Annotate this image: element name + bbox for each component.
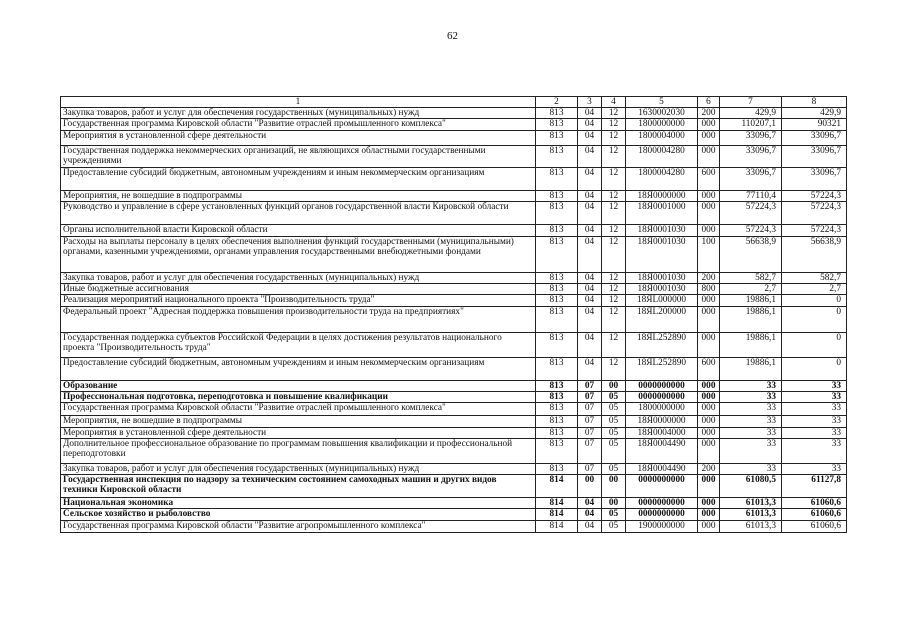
table-row <box>61 428 847 439</box>
budget-table <box>60 96 847 533</box>
cell-admin-code: 813 <box>536 284 578 295</box>
cell-description: Сельское хозяйство и рыболовство <box>61 509 536 521</box>
cell-amount-year-1: 19886,1 <box>720 307 782 333</box>
cell-amount-year-1: 19886,1 <box>720 333 782 358</box>
cell-amount-year-1: 33 <box>720 439 782 464</box>
table-row <box>61 168 847 191</box>
cell-section: 04 <box>578 333 602 358</box>
cell-expense-type: 000 <box>698 428 720 439</box>
cell-amount-year-1: 33 <box>720 392 782 403</box>
cell-amount-year-2: 61060,6 <box>782 509 847 521</box>
cell-amount-year-2: 61060,6 <box>782 498 847 509</box>
cell-target-code: 18Я0001030 <box>626 237 698 273</box>
cell-admin-code: 813 <box>536 168 578 191</box>
cell-amount-year-2: 0 <box>782 333 847 358</box>
cell-admin-code: 813 <box>536 428 578 439</box>
cell-amount-year-1: 61013,3 <box>720 498 782 509</box>
cell-subsection: 05 <box>602 403 626 416</box>
table-header-row <box>61 97 847 108</box>
cell-expense-type: 000 <box>698 202 720 225</box>
cell-description: Государственная поддержка некоммерческих организаций, не являющихся областными государственными учреждениями <box>61 146 536 168</box>
cell-section: 04 <box>578 307 602 333</box>
table-row <box>61 237 847 273</box>
cell-admin-code: 813 <box>536 416 578 428</box>
header-cell-section: 3 <box>578 97 602 108</box>
cell-expense-type: 600 <box>698 168 720 191</box>
cell-amount-year-2: 582,7 <box>782 273 847 284</box>
cell-section: 04 <box>578 131 602 146</box>
cell-section: 04 <box>578 284 602 295</box>
cell-subsection: 12 <box>602 191 626 202</box>
cell-amount-year-2: 33 <box>782 428 847 439</box>
cell-amount-year-2: 33 <box>782 464 847 475</box>
cell-expense-type: 000 <box>698 381 720 392</box>
cell-section: 04 <box>578 498 602 509</box>
cell-description: Государственная программа Кировской области "Развитие отраслей промышленного комплекса" <box>61 119 536 131</box>
cell-description: Национальная экономика <box>61 498 536 509</box>
cell-amount-year-1: 33 <box>720 381 782 392</box>
cell-description: Государственная поддержка субъектов Российской Федерации в целях достижения результатов национального проекта "Производительность труда" <box>61 333 536 358</box>
cell-section: 07 <box>578 392 602 403</box>
cell-amount-year-2: 33 <box>782 392 847 403</box>
cell-description: Профессиональная подготовка, переподготовка и повышение квалификации <box>61 392 536 403</box>
cell-amount-year-2: 33 <box>782 381 847 392</box>
cell-description: Органы исполнительной власти Кировской области <box>61 225 536 237</box>
cell-admin-code: 813 <box>536 358 578 381</box>
cell-subsection: 12 <box>602 202 626 225</box>
cell-amount-year-1: 33 <box>720 464 782 475</box>
cell-admin-code: 813 <box>536 392 578 403</box>
cell-expense-type: 000 <box>698 403 720 416</box>
cell-section: 00 <box>578 475 602 498</box>
cell-subsection: 12 <box>602 146 626 168</box>
cell-amount-year-1: 77110,4 <box>720 191 782 202</box>
cell-admin-code: 813 <box>536 439 578 464</box>
cell-expense-type: 000 <box>698 475 720 498</box>
cell-admin-code: 814 <box>536 475 578 498</box>
cell-admin-code: 813 <box>536 403 578 416</box>
table-row <box>61 146 847 168</box>
cell-expense-type: 000 <box>698 295 720 307</box>
cell-section: 04 <box>578 191 602 202</box>
cell-section: 04 <box>578 358 602 381</box>
cell-description: Руководство и управление в сфере установленных функций органов государственной власти Кировской области <box>61 202 536 225</box>
cell-admin-code: 813 <box>536 191 578 202</box>
cell-subsection: 12 <box>602 108 626 119</box>
cell-amount-year-2: 2,7 <box>782 284 847 295</box>
cell-description: Предоставление субсидий бюджетным, автономным учреждениям и иным некоммерческим организациям <box>61 358 536 381</box>
cell-amount-year-2: 56638,9 <box>782 237 847 273</box>
cell-amount-year-2: 33096,7 <box>782 146 847 168</box>
cell-expense-type: 800 <box>698 284 720 295</box>
table-row <box>61 108 847 119</box>
cell-amount-year-1: 582,7 <box>720 273 782 284</box>
cell-target-code: 0000000000 <box>626 475 698 498</box>
cell-amount-year-1: 57224,3 <box>720 225 782 237</box>
cell-amount-year-2: 57224,3 <box>782 225 847 237</box>
cell-admin-code: 813 <box>536 119 578 131</box>
cell-subsection: 00 <box>602 498 626 509</box>
cell-expense-type: 000 <box>698 392 720 403</box>
cell-target-code: 18Я0000000 <box>626 191 698 202</box>
table-row <box>61 521 847 533</box>
cell-expense-type: 000 <box>698 498 720 509</box>
cell-amount-year-1: 33 <box>720 416 782 428</box>
cell-description: Мероприятия в установленной сфере деятельности <box>61 428 536 439</box>
cell-target-code: 18Я0004000 <box>626 428 698 439</box>
cell-amount-year-1: 33096,7 <box>720 131 782 146</box>
cell-amount-year-1: 429,9 <box>720 108 782 119</box>
cell-description: Образование <box>61 381 536 392</box>
cell-description: Иные бюджетные ассигнования <box>61 284 536 295</box>
table-row <box>61 225 847 237</box>
cell-admin-code: 813 <box>536 273 578 284</box>
cell-section: 04 <box>578 146 602 168</box>
cell-admin-code: 813 <box>536 307 578 333</box>
cell-subsection: 12 <box>602 119 626 131</box>
cell-section: 04 <box>578 295 602 307</box>
cell-target-code: 1900000000 <box>626 521 698 533</box>
cell-target-code: 18Я0000000 <box>626 416 698 428</box>
cell-subsection: 00 <box>602 475 626 498</box>
cell-target-code: 1630002030 <box>626 108 698 119</box>
cell-target-code: 18Я0001030 <box>626 284 698 295</box>
cell-amount-year-2: 61060,6 <box>782 521 847 533</box>
cell-amount-year-1: 61013,3 <box>720 509 782 521</box>
cell-expense-type: 000 <box>698 191 720 202</box>
cell-amount-year-1: 19886,1 <box>720 295 782 307</box>
cell-section: 04 <box>578 168 602 191</box>
cell-amount-year-1: 33096,7 <box>720 146 782 168</box>
cell-description: Закупка товаров, работ и услуг для обеспечения государственных (муниципальных) нужд <box>61 108 536 119</box>
cell-target-code: 1800004280 <box>626 168 698 191</box>
cell-subsection: 12 <box>602 307 626 333</box>
cell-target-code: 18ЯL252890 <box>626 333 698 358</box>
cell-description: Государственная программа Кировской области "Развитие агропромышленного комплекса" <box>61 521 536 533</box>
cell-subsection: 12 <box>602 225 626 237</box>
cell-expense-type: 000 <box>698 509 720 521</box>
cell-section: 07 <box>578 428 602 439</box>
header-cell-amount-year-2: 8 <box>782 97 847 108</box>
cell-section: 04 <box>578 108 602 119</box>
cell-subsection: 05 <box>602 439 626 464</box>
cell-amount-year-1: 110207,1 <box>720 119 782 131</box>
cell-admin-code: 813 <box>536 146 578 168</box>
cell-section: 07 <box>578 464 602 475</box>
cell-target-code: 0000000000 <box>626 392 698 403</box>
cell-subsection: 12 <box>602 131 626 146</box>
cell-amount-year-1: 61080,5 <box>720 475 782 498</box>
cell-admin-code: 814 <box>536 498 578 509</box>
cell-section: 04 <box>578 225 602 237</box>
cell-admin-code: 813 <box>536 237 578 273</box>
cell-amount-year-2: 0 <box>782 307 847 333</box>
cell-admin-code: 813 <box>536 381 578 392</box>
cell-admin-code: 814 <box>536 509 578 521</box>
table-row <box>61 119 847 131</box>
cell-amount-year-2: 57224,3 <box>782 202 847 225</box>
cell-description: Государственная инспекция по надзору за техническим состоянием самоходных машин и других видов техники Кировской области <box>61 475 536 498</box>
table-row <box>61 509 847 521</box>
cell-subsection: 12 <box>602 273 626 284</box>
cell-section: 07 <box>578 416 602 428</box>
cell-amount-year-1: 33 <box>720 428 782 439</box>
cell-admin-code: 813 <box>536 131 578 146</box>
cell-expense-type: 600 <box>698 358 720 381</box>
cell-expense-type: 000 <box>698 416 720 428</box>
table-row <box>61 191 847 202</box>
cell-description: Реализация мероприятий национального проекта "Производительность труда" <box>61 295 536 307</box>
cell-admin-code: 813 <box>536 295 578 307</box>
cell-expense-type: 000 <box>698 119 720 131</box>
cell-target-code: 18ЯL200000 <box>626 307 698 333</box>
cell-section: 04 <box>578 237 602 273</box>
cell-expense-type: 000 <box>698 333 720 358</box>
cell-amount-year-2: 429,9 <box>782 108 847 119</box>
cell-section: 07 <box>578 439 602 464</box>
cell-amount-year-1: 2,7 <box>720 284 782 295</box>
cell-admin-code: 813 <box>536 225 578 237</box>
cell-target-code: 18ЯL252890 <box>626 358 698 381</box>
cell-expense-type: 000 <box>698 439 720 464</box>
page-number: 62 <box>447 30 458 42</box>
cell-amount-year-2: 61127,8 <box>782 475 847 498</box>
header-cell-subsection: 4 <box>602 97 626 108</box>
cell-subsection: 12 <box>602 237 626 273</box>
table-row <box>61 475 847 498</box>
cell-amount-year-1: 19886,1 <box>720 358 782 381</box>
cell-expense-type: 000 <box>698 307 720 333</box>
cell-description: Предоставление субсидий бюджетным, автономным учреждениям и иным некоммерческим организациям <box>61 168 536 191</box>
cell-amount-year-1: 33 <box>720 403 782 416</box>
table-row <box>61 358 847 381</box>
table-row <box>61 381 847 392</box>
table-row <box>61 464 847 475</box>
header-cell-expense-type: 6 <box>698 97 720 108</box>
cell-subsection: 12 <box>602 295 626 307</box>
cell-amount-year-1: 61013,3 <box>720 521 782 533</box>
cell-section: 04 <box>578 509 602 521</box>
cell-amount-year-2: 0 <box>782 295 847 307</box>
cell-expense-type: 000 <box>698 146 720 168</box>
cell-subsection: 05 <box>602 464 626 475</box>
cell-amount-year-2: 33 <box>782 439 847 464</box>
cell-amount-year-2: 33 <box>782 403 847 416</box>
cell-target-code: 1800004000 <box>626 131 698 146</box>
cell-expense-type: 200 <box>698 108 720 119</box>
cell-subsection: 12 <box>602 168 626 191</box>
cell-subsection: 05 <box>602 416 626 428</box>
cell-target-code: 0000000000 <box>626 509 698 521</box>
cell-description: Мероприятия в установленной сфере деятельности <box>61 131 536 146</box>
cell-target-code: 0000000000 <box>626 381 698 392</box>
cell-admin-code: 813 <box>536 464 578 475</box>
table-row <box>61 131 847 146</box>
cell-amount-year-2: 33096,7 <box>782 168 847 191</box>
cell-section: 07 <box>578 403 602 416</box>
cell-admin-code: 813 <box>536 333 578 358</box>
cell-subsection: 05 <box>602 392 626 403</box>
cell-subsection: 00 <box>602 381 626 392</box>
header-cell-description: 1 <box>61 97 536 108</box>
cell-description: Государственная программа Кировской области "Развитие отраслей промышленного комплекса" <box>61 403 536 416</box>
cell-admin-code: 814 <box>536 521 578 533</box>
cell-amount-year-2: 57224,3 <box>782 191 847 202</box>
cell-amount-year-2: 33096,7 <box>782 131 847 146</box>
table-row <box>61 284 847 295</box>
cell-expense-type: 000 <box>698 225 720 237</box>
table-row <box>61 498 847 509</box>
cell-admin-code: 813 <box>536 108 578 119</box>
cell-section: 04 <box>578 521 602 533</box>
header-cell-target-code: 5 <box>626 97 698 108</box>
cell-amount-year-1: 57224,3 <box>720 202 782 225</box>
cell-description: Закупка товаров, работ и услуг для обеспечения государственных (муниципальных) нужд <box>61 273 536 284</box>
table-row <box>61 295 847 307</box>
cell-section: 07 <box>578 381 602 392</box>
cell-amount-year-2: 0 <box>782 358 847 381</box>
cell-description: Мероприятия, не вошедшие в подпрограммы <box>61 191 536 202</box>
cell-expense-type: 100 <box>698 237 720 273</box>
cell-subsection: 12 <box>602 284 626 295</box>
cell-target-code: 18Я0004490 <box>626 464 698 475</box>
cell-target-code: 18Я0001030 <box>626 273 698 284</box>
cell-amount-year-1: 56638,9 <box>720 237 782 273</box>
cell-amount-year-2: 33 <box>782 416 847 428</box>
cell-description: Дополнительное профессиональное образование по программам повышения квалификации и профессиональной переподготовки <box>61 439 536 464</box>
cell-description: Закупка товаров, работ и услуг для обеспечения государственных (муниципальных) нужд <box>61 464 536 475</box>
cell-target-code: 18ЯL000000 <box>626 295 698 307</box>
cell-description: Расходы на выплаты персоналу в целях обеспечения выполнения функций государственными (муниципальными) органами, казенными учреждениями, органами управления государственными внебюджетными фондами <box>61 237 536 273</box>
cell-target-code: 18Я0001000 <box>626 202 698 225</box>
cell-section: 04 <box>578 119 602 131</box>
cell-target-code: 1800004280 <box>626 146 698 168</box>
cell-target-code: 0000000000 <box>626 498 698 509</box>
cell-subsection: 05 <box>602 509 626 521</box>
cell-target-code: 18Я0001030 <box>626 225 698 237</box>
table-row <box>61 307 847 333</box>
cell-subsection: 12 <box>602 333 626 358</box>
table-row <box>61 403 847 416</box>
table-row <box>61 273 847 284</box>
header-cell-amount-year-1: 7 <box>720 97 782 108</box>
cell-amount-year-2: 90321 <box>782 119 847 131</box>
table-row <box>61 416 847 428</box>
cell-subsection: 12 <box>602 358 626 381</box>
cell-subsection: 05 <box>602 521 626 533</box>
table-row <box>61 202 847 225</box>
cell-expense-type: 000 <box>698 521 720 533</box>
cell-section: 04 <box>578 202 602 225</box>
header-cell-admin-code: 2 <box>536 97 578 108</box>
table-row <box>61 333 847 358</box>
cell-expense-type: 200 <box>698 464 720 475</box>
cell-target-code: 1800000000 <box>626 403 698 416</box>
cell-description: Мероприятия, не вошедшие в подпрограммы <box>61 416 536 428</box>
cell-expense-type: 200 <box>698 273 720 284</box>
cell-target-code: 18Я0004490 <box>626 439 698 464</box>
cell-target-code: 1800000000 <box>626 119 698 131</box>
cell-admin-code: 813 <box>536 202 578 225</box>
table-row <box>61 439 847 464</box>
table-row <box>61 392 847 403</box>
cell-amount-year-1: 33096,7 <box>720 168 782 191</box>
cell-section: 04 <box>578 273 602 284</box>
cell-expense-type: 000 <box>698 131 720 146</box>
cell-description: Федеральный проект "Адресная поддержка повышения производительности труда на предприятиях" <box>61 307 536 333</box>
cell-subsection: 05 <box>602 428 626 439</box>
